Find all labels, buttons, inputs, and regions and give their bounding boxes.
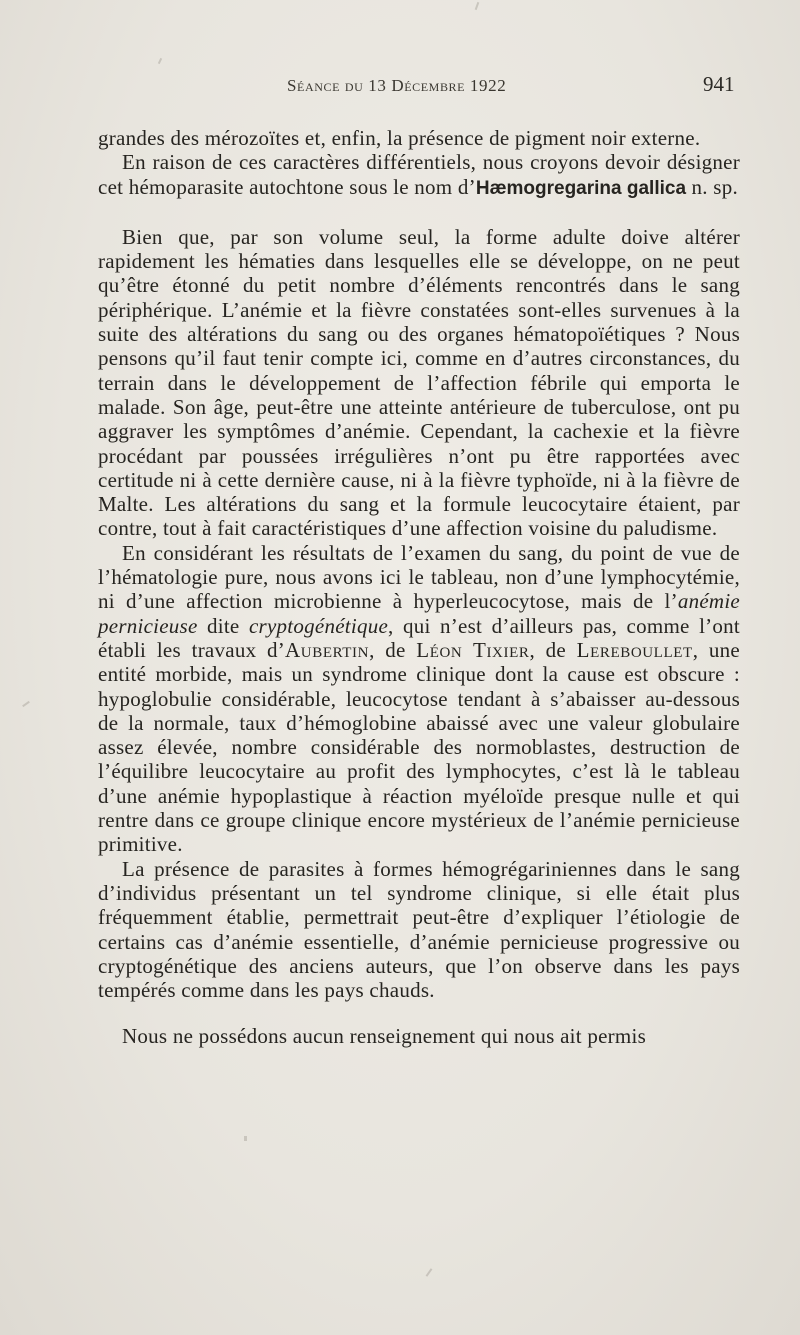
italic-term: anémie pernicieuse <box>98 589 740 638</box>
paragraph-text: , qui n’est d’ailleurs pas, comme l’ont établi les travaux d’ <box>98 613 740 662</box>
paragraph-text: , de <box>369 637 417 662</box>
paper-speck <box>244 1136 247 1141</box>
paragraph-text: , de <box>529 637 577 662</box>
paragraph-parasites <box>98 857 740 1003</box>
running-title: Séance du 13 Décembre 1922 <box>287 76 507 95</box>
paragraph-text: La présence de parasites à formes hémogrégariniennes dans le sang d’individus présentant un tel syndrome clinique, si elle était plus fréquemment établie, permettrait peut-être d’expliquer l’étiologie de certains cas d’anémie essentielle, d’anémie pernicieuse progressive ou cryptogénétique des anciens auteurs, que l’on observe dans les pays tempérés comme dans les pays chauds. <box>98 856 740 1003</box>
paper-speck <box>475 2 480 10</box>
italic-term: cryptogénétique <box>248 613 389 638</box>
paper-speck <box>426 1268 433 1277</box>
paragraph-text: grandes des mérozoïtes et, enfin, la présence de pigment noir externe. <box>98 126 701 150</box>
paragraph-continuation <box>98 126 740 150</box>
page-number: 941 <box>703 72 735 96</box>
paragraph-spacer <box>98 201 740 225</box>
paragraph-text: , une entité morbide, mais un syndrome clinique dont la cause est obscure : hypoglobulie considérable, leucocytose tendant à s’abaisser au-dessous de la normale, taux d’hémoglobine abaissé avec une valeur globulaire assez élevée, nombre considérable des normoblastes, destruction de l’équilibre leucocytaire au profit des lymphocytes, c’est là le tableau d’une anémie hypoplastique à réaction myéloïde presque nulle et qui rentre dans ce groupe clinique encore mystérieux de l’anémie pernicieuse primitive. <box>98 637 740 857</box>
paragraph-anemia-discussion <box>98 225 740 541</box>
paragraph-text: Nous ne possédons aucun renseignement qui nous ait permis <box>122 1024 646 1049</box>
author-name: Aubertin <box>285 637 370 662</box>
paragraph-text: Bien que, par son volume seul, la forme adulte doive altérer rapidement les hématies dans lesquelles elle se développe, on ne peut qu’être étonné du petit nombre d’éléments rencontrés dans le sang périphérique. L’anémie et la fièvre constatées sont-elles survenues à la suite des altérations du sang ou des organes hématopoïétiques ? Nous pensons qu’il faut tenir compte ici, comme en d’autres circonstances, du terrain dans le développement de l’affection fébrile qui emporta le malade. Son âge, peut-être une atteinte antérieure de tuberculose, ont pu aggraver les symptômes d’anémie. Cependant, la cachexie et la fièvre procédant par poussées irrégulières n’ont pu être rapportées avec certitude ni à cette dernière cause, ni à la fièvre typhoïde, ni à la fièvre de Malte. Les altérations du sang et la formule leucocytaire étaient, par contre, tout à fait caractéristiques d’une affection voisine du paludisme. <box>98 224 740 541</box>
paragraph-text: n. sp. <box>686 174 738 199</box>
paragraph-text: En considérant les résultats de l’examen du sang, du point de vue de l’hématologie pure, nous avons ici le tableau, non d’une lymphocytémie, ni d’une affection microbienne à hyperleucocytose, mais de l’ <box>98 540 740 614</box>
species-name: Hæmogregarina gallica <box>475 177 687 199</box>
paper-speck <box>158 58 162 64</box>
paragraph-species-name <box>98 150 740 201</box>
paragraph-text: En raison de ces caractères différentiels, nous croyons devoir désigner cet hémoparasite autochtone sous le nom d’ <box>98 150 740 199</box>
paragraph-hematology <box>98 541 740 857</box>
paragraph-spacer <box>98 1002 740 1024</box>
page-header <box>0 72 800 102</box>
body-text <box>98 126 740 1049</box>
author-name: Lereboullet <box>576 637 693 662</box>
paper-speck <box>22 701 30 707</box>
paragraph-final <box>98 1024 740 1048</box>
paragraph-text: dite <box>197 613 249 638</box>
author-name: Léon Tixier <box>416 637 530 662</box>
